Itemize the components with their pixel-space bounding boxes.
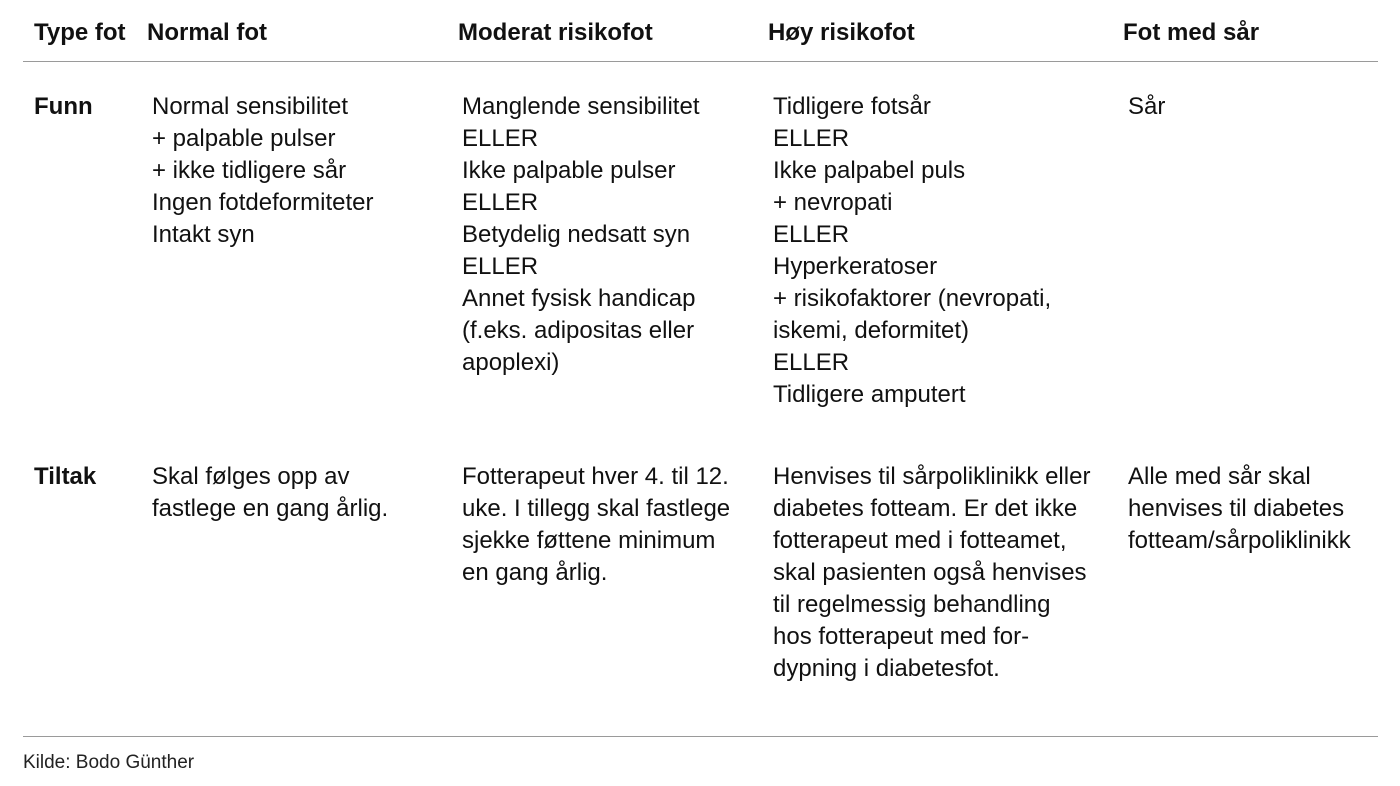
header-hoy-risikofot: Høy risikofot [768, 19, 915, 46]
cell-line: fotterapeut med i fotteamet, [773, 527, 1067, 554]
cell-line: Ingen fotdeformiteter [152, 189, 374, 216]
cell-tiltak-normal [152, 461, 388, 525]
footer-divider [23, 736, 1378, 737]
cell-line: til regelmessig behandling [773, 591, 1051, 618]
cell-funn-sar [1128, 91, 1165, 123]
cell-line: Manglende sensibilitet [462, 93, 700, 120]
cell-line: hos fotterapeut med for- [773, 623, 1030, 650]
cell-line: ELLER [462, 253, 539, 280]
cell-line: (f.eks. adipositas eller [462, 317, 695, 344]
header-moderat-risikofot: Moderat risikofot [458, 19, 653, 46]
cell-line: + palpable pulser [152, 125, 336, 152]
cell-line: + risikofaktorer (nevropati, [773, 285, 1052, 312]
cell-line: Henvises til sårpoliklinikk eller [773, 463, 1091, 490]
header-normal-fot: Normal fot [147, 19, 267, 46]
cell-line: Skal følges opp av [152, 463, 350, 490]
cell-line: Ikke palpable pulser [462, 157, 676, 184]
row-label-tiltak: Tiltak [34, 463, 97, 490]
source-caption: Kilde: Bodo Günther [23, 752, 195, 773]
cell-line: apoplexi) [462, 349, 560, 376]
cell-line: Alle med sår skal [1128, 463, 1311, 490]
cell-line: ELLER [462, 189, 539, 216]
cell-line: Betydelig nedsatt syn [462, 221, 691, 248]
cell-line: Tidligere amputert [773, 381, 966, 408]
cell-line: dypning i diabetesfot. [773, 655, 1000, 682]
cell-funn-hoy [773, 91, 1051, 411]
cell-line: uke. I tillegg skal fastlege [462, 495, 731, 522]
cell-line: skal pasienten også henvises [773, 559, 1087, 586]
cell-line: + ikke tidligere sår [152, 157, 347, 184]
cell-funn-moderat [462, 91, 699, 379]
cell-tiltak-hoy [773, 461, 1090, 685]
cell-tiltak-sar [1128, 461, 1351, 557]
cell-line: ELLER [773, 349, 850, 376]
cell-tiltak-moderat [462, 461, 730, 589]
cell-line: Intakt syn [152, 221, 255, 248]
cell-line: fotteam/sårpoliklinikk [1128, 527, 1351, 554]
cell-line: Normal sensibilitet [152, 93, 349, 120]
cell-line: Sår [1128, 93, 1166, 120]
header-fot-med-sar: Fot med sår [1123, 19, 1260, 46]
row-label-funn: Funn [34, 93, 93, 120]
cell-line: Ikke palpabel puls [773, 157, 966, 184]
cell-line: sjekke føttene minimum [462, 527, 716, 554]
cell-line: Fotterapeut hver 4. til 12. [462, 463, 729, 490]
header-type-label: Type fot [34, 19, 126, 46]
cell-line: ELLER [462, 125, 539, 152]
cell-line: en gang årlig. [462, 559, 608, 586]
cell-line: iskemi, deformitet) [773, 317, 970, 344]
cell-line: fastlege en gang årlig. [152, 495, 389, 522]
cell-funn-normal [152, 91, 373, 251]
cell-line: Hyperkeratoser [773, 253, 938, 280]
header-divider [23, 61, 1378, 62]
cell-line: ELLER [773, 125, 850, 152]
cell-line: henvises til diabetes [1128, 495, 1345, 522]
cell-line: + nevropati [773, 189, 893, 216]
cell-line: Annet fysisk handicap [462, 285, 696, 312]
cell-line: diabetes fotteam. Er det ikke [773, 495, 1078, 522]
cell-line: Tidligere fotsår [773, 93, 931, 120]
cell-line: ELLER [773, 221, 850, 248]
